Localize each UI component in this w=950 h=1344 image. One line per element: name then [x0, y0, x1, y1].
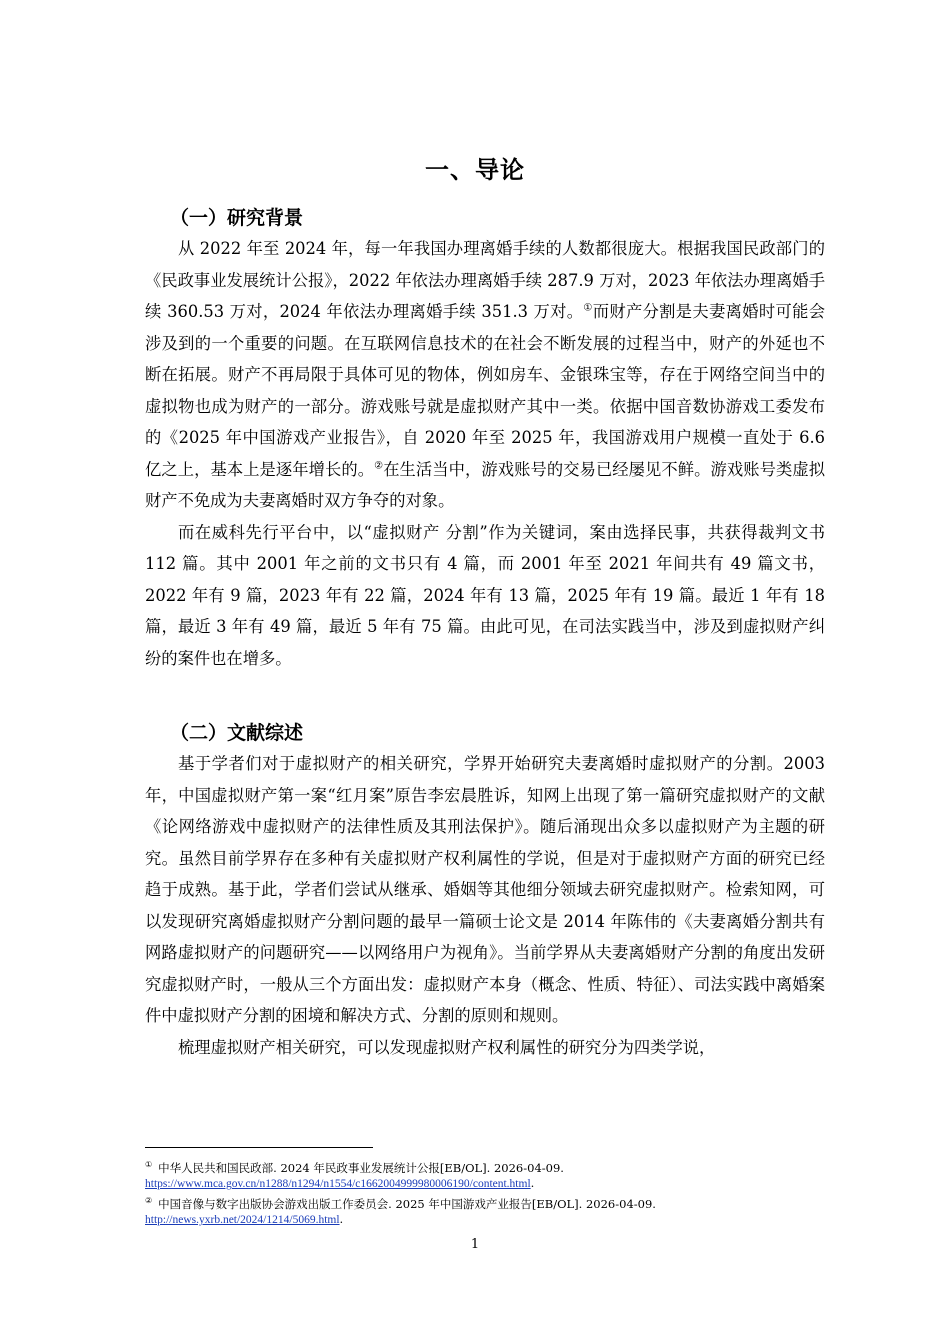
footnote: ① 中华人民共和国民政部. 2024 年民政事业发展统计公报[EB/OL]. 2026-04-09. https://www.mca.gov.cn/n1288/n1294/n1554/c1662004999980006190/content.html.	[145, 1160, 564, 1191]
footnote-mark: ②	[145, 1195, 153, 1205]
footnote-link[interactable]: http://news.yxrb.net/2024/1214/5069.html	[145, 1214, 340, 1227]
chapter-title: 一、导论	[425, 156, 525, 184]
footnote-link[interactable]: https://www.mca.gov.cn/n1288/n1294/n1554/c1662004999980006190/content.html	[145, 1178, 531, 1191]
footnote-separator	[145, 1147, 373, 1148]
footnote: ② 中国音像与数字出版协会游戏出版工作委员会. 2025 年中国游戏产业报告[EB/OL]. 2026-04-09. http://news.yxrb.net/2024/1214/5069.html.	[145, 1195, 656, 1227]
section-literature-review	[145, 718, 825, 1063]
section-heading: （二）文献综述	[170, 722, 304, 744]
footnotes	[145, 1157, 825, 1229]
section-research-background	[145, 203, 825, 674]
body-paragraph: 梳理虚拟财产相关研究，可以发现虚拟财产权利属性的研究分为四类学说，	[178, 1037, 716, 1057]
body-paragraph: 从 2022 年至 2024 年，每一年我国办理离婚手续的人数都很庞大。根据我国民政部门的《民政事业发展统计公报》，2022 年依法办理离婚手续 287.9 万对，2023 年依法办理离婚手续 360.53 万对，2024 年依法办理离婚手续 351.3 万对。①而财产分割是夫妻离婚时可能会涉及到的一个重要的问题。在互联网信息技术的在社会不断发展的过程当中，财产的外延也不断在拓展。财产不再局限于具体可见的物体，例如房车、金银珠宝等，存在于网络空间当中的虚拟物也成为财产的一部分。游戏账号就是虚拟财产其中一类。依据中国音数协游戏工委发布的《2025 年中国游戏产业报告》，自 2020 年至 2025 年，我国游戏用户规模一直处于 6.6 亿之上，基本上是逐年增长的。②在生活当中，游戏账号的交易已经屡见不鲜。游戏账号类虚拟财产不免成为夫妻离婚时双方争夺的对象。	[145, 239, 825, 510]
section-heading: （一）研究背景	[170, 207, 304, 229]
page-number: 1	[470, 1237, 480, 1252]
footnote-mark: ①	[145, 1160, 153, 1169]
body-paragraph: 基于学者们对于虚拟财产的相关研究，学界开始研究夫妻离婚时虚拟财产的分割。2003 年，中国虚拟财产第一案“红月案”原告李宏晨胜诉，知网上出现了第一篇研究虚拟财产的文献《论网络游戏中虚拟财产的法律性质及其刑法保护》。随后涌现出众多以虚拟财产为主题的研究。虽然目前学界存在多种有关虚拟财产权利属性的学说，但是对于虚拟财产方面的研究已经趋于成熟。基于此，学者们尝试从继承、婚姻等其他细分领域去研究虚拟财产。检索知网，可以发现研究离婚虚拟财产分割问题的最早一篇硕士论文是 2014 年陈伟的《夫妻离婚分割共有网路虚拟财产的问题研究——以网络用户为视角》。当前学界从夫妻离婚财产分割的角度出发研究虚拟财产时，一般从三个方面出发：虚拟财产本身（概念、性质、特征）、司法实践中离婚案件中虚拟财产分割的困境和解决方式、分割的原则和规则。	[145, 754, 825, 1025]
body-paragraph: 而在威科先行平台中，以“虚拟财产 分割”作为关键词，案由选择民事，共获得裁判文书 112 篇。其中 2001 年之前的文书只有 4 篇，而 2001 年至 2021 年间共有 49 篇文书，2022 年有 9 篇，2023 年有 22 篇，2024 年有 13 篇，2025 年有 19 篇。最近 1 年有 18 篇，最近 3 年有 49 篇，最近 5 年有 75 篇。由此可见，在司法实践当中，涉及到虚拟财产纠纷的案件也在增多。	[145, 522, 825, 668]
footnote-reference[interactable]: ②	[374, 460, 384, 472]
footnote-reference[interactable]: ①	[583, 302, 593, 314]
